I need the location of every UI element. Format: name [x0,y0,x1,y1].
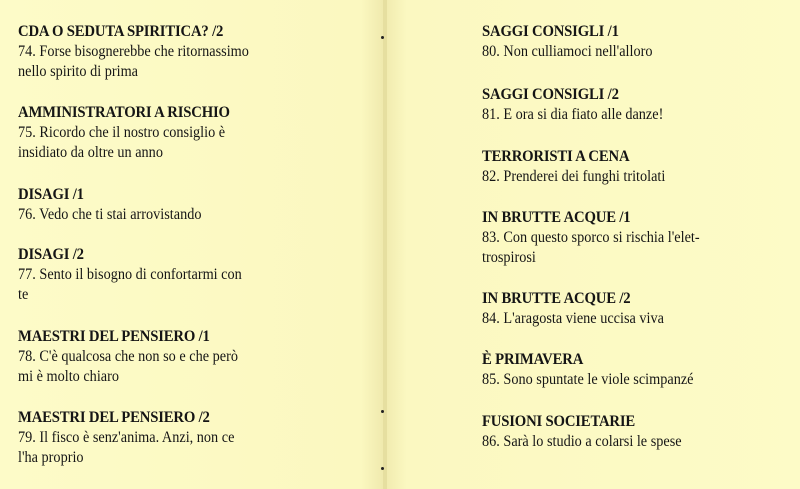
entry [18,22,269,82]
entry-title: CDA O SEDUTA SPIRITICA? /2 [18,23,224,40]
entry [482,147,681,187]
entry-title: DISAGI /2 [18,246,84,263]
entry [18,327,257,387]
gutter-dot [381,36,384,39]
gutter-dot [381,467,384,470]
entry [18,408,253,468]
entry [18,103,248,163]
entry-line: l'ha proprio [18,449,84,466]
entry-line: mi è molto chiaro [18,368,119,385]
entry [18,245,261,305]
entry-title: È PRIMAVERA [482,351,584,368]
entry-title: FUSIONI SOCIETARIE [482,413,636,430]
gutter-dot [381,410,384,413]
entry [482,350,712,390]
entry-line: trospirosi [482,249,536,266]
entry-title: MAESTRI DEL PENSIERO /2 [18,409,210,426]
entry-title: DISAGI /1 [18,186,84,203]
entry-line: te [18,286,29,303]
entry-line: 82. Prenderei dei funghi tritolati [482,168,666,185]
entry [482,22,667,62]
entry-line: 85. Sono spuntate le viole scimpanzé [482,371,694,388]
entry-line: 79. Il fisco è senz'anima. Anzi, non ce [18,429,235,446]
entry [482,412,699,452]
entry-line: nello spirito di prima [18,63,139,80]
entry-title: MAESTRI DEL PENSIERO /1 [18,328,210,345]
entry-title: SAGGI CONSIGLI /2 [482,86,619,103]
entry-line: insidiato da oltre un anno [18,144,163,161]
entry-line: 74. Forse bisognerebbe che ritornassimo [18,43,249,60]
entry-line: 80. Non culliamoci nell'alloro [482,43,653,60]
entry-line: 76. Vedo che ti stai arrovistando [18,206,202,223]
entry-line: 75. Ricordo che il nostro consiglio è [18,124,226,141]
entry-title: TERRORISTI A CENA [482,148,630,165]
entry-title: AMMINISTRATORI A RISCHIO [18,104,230,121]
entry-line: 83. Con questo sporco si rischia l'elet- [482,229,700,246]
entry-line: 77. Sento il bisogno di confortarmi con [18,266,242,283]
entry-line: 78. C'è qualcosa che non so e che però [18,348,238,365]
entry-title: IN BRUTTE ACQUE /1 [482,209,631,226]
entry [482,85,679,125]
entry-line: 84. L'aragosta viene uccisa viva [482,310,664,327]
entry-title: SAGGI CONSIGLI /1 [482,23,619,40]
entry-line: 81. E ora si dia fiato alle danze! [482,106,664,123]
entry-title: IN BRUTTE ACQUE /2 [482,290,631,307]
entry-line: 86. Sarà lo studio a colarsi le spese [482,433,682,450]
entry [482,289,680,329]
entry [18,185,217,225]
entry [482,208,719,268]
book-gutter [383,0,387,489]
